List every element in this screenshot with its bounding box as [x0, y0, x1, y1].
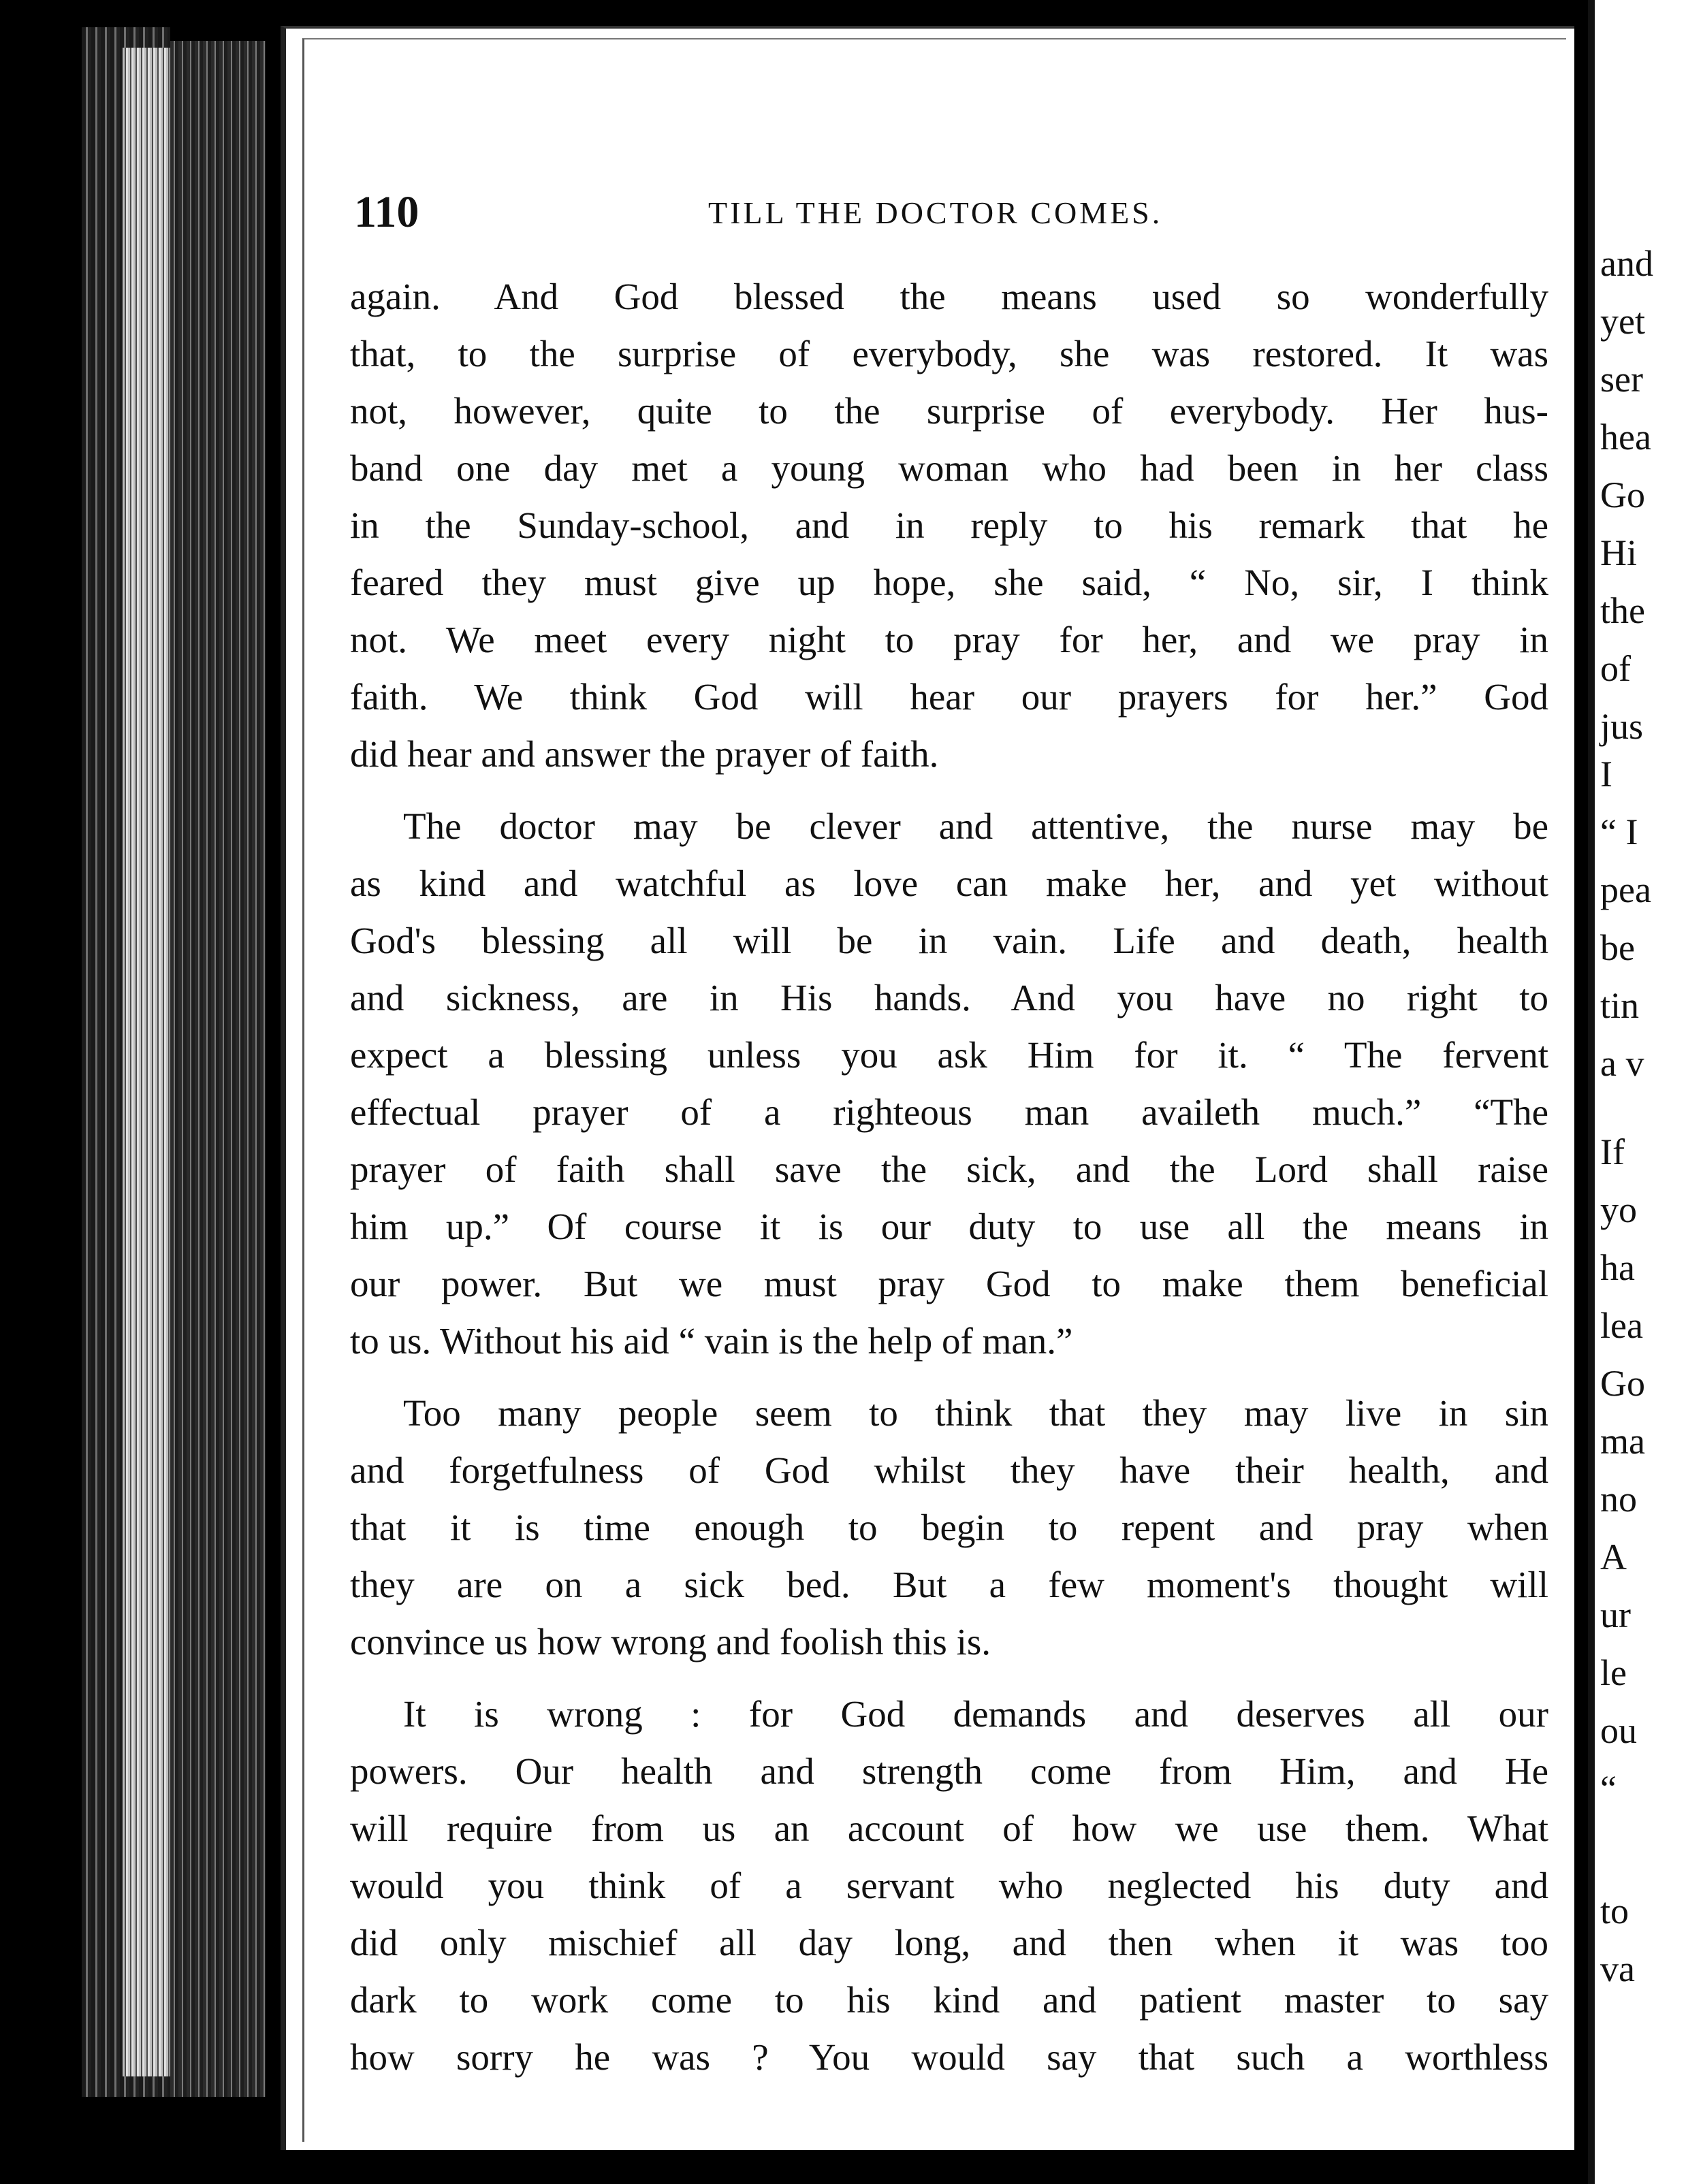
text-line: would you think of a servant who neglected his duty and	[350, 1865, 1548, 1906]
paragraph-2	[350, 798, 1548, 1370]
facing-page-fragment: the	[1600, 590, 1645, 631]
facing-page-fragment: Hi	[1600, 532, 1637, 573]
facing-page-fragment: a v	[1600, 1043, 1644, 1084]
text-line: feared they must give up hope, she said, “ No, sir, I think	[350, 562, 1548, 603]
facing-page-fragment: A	[1600, 1537, 1627, 1577]
text-line: in the Sunday-school, and in reply to his remark that he	[350, 504, 1548, 546]
facing-page-fragment: of	[1600, 648, 1631, 689]
text-line: did only mischief all day long, and then when it was too	[350, 1922, 1548, 1963]
text-line: expect a blessing unless you ask Him for it. “ The fervent	[350, 1034, 1548, 1076]
facing-page-fragment: Go	[1600, 475, 1645, 515]
text-line: effectual prayer of a righteous man availeth much.” “The	[350, 1091, 1548, 1133]
text-line: how sorry he was ? You would say that such a worthless	[350, 2036, 1548, 2078]
facing-page-fragment: I	[1600, 754, 1612, 794]
text-line: and sickness, are in His hands. And you have no right to	[350, 977, 1548, 1018]
text-line: him up.” Of course it is our duty to use all the means in	[350, 1206, 1548, 1247]
text-line: It is wrong : for God demands and deserves all our	[403, 1693, 1548, 1735]
facing-page-fragment: be	[1600, 927, 1635, 968]
facing-page-fragment: jus	[1600, 706, 1644, 747]
paragraph-3	[350, 1385, 1548, 1671]
facing-page-fragment: le	[1600, 1652, 1627, 1693]
running-head: TILL THE DOCTOR COMES.	[708, 195, 1163, 230]
facing-page-fragment: ur	[1600, 1594, 1631, 1635]
page-stack-edge	[170, 41, 266, 2097]
facing-page-fragment: yet	[1600, 301, 1645, 342]
facing-page-fragment: yo	[1600, 1189, 1637, 1230]
text-line: convince us how wrong and foolish this is.	[350, 1621, 991, 1663]
facing-page-fragment: ou	[1600, 1710, 1637, 1751]
text-line: band one day met a young woman who had been in her class	[350, 447, 1548, 489]
text-line: prayer of faith shall save the sick, and the Lord shall raise	[350, 1149, 1548, 1190]
facing-page-fragment: “ I	[1600, 812, 1638, 852]
text-line: will require from us an account of how we use them. What	[350, 1808, 1548, 1849]
facing-page-fragment: ser	[1600, 359, 1643, 400]
text-line: as kind and watchful as love can make her, and yet without	[350, 863, 1548, 904]
facing-page-fragment: no	[1600, 1479, 1637, 1520]
paragraph-1	[350, 268, 1548, 783]
text-line: again. And God blessed the means used so wonderfully	[350, 276, 1548, 317]
page-header	[354, 187, 1539, 241]
page-edges	[123, 48, 170, 2076]
facing-page-fragment: “	[1600, 1768, 1617, 1809]
text-line: not. We meet every night to pray for her, and we pray in	[350, 619, 1548, 660]
text-line: not, however, quite to the surprise of everybody. Her hus-	[350, 390, 1548, 432]
facing-page-fragment: va	[1600, 1948, 1635, 1989]
facing-page-fragment: to	[1600, 1891, 1629, 1931]
facing-page-fragment: Go	[1600, 1363, 1645, 1404]
text-line: dark to work come to his kind and patient master to say	[350, 1979, 1548, 2021]
text-line: they are on a sick bed. But a few moment's thought will	[350, 1564, 1548, 1605]
text-line: our power. But we must pray God to make them beneficial	[350, 1263, 1548, 1304]
text-line: The doctor may be clever and attentive, the nurse may be	[403, 805, 1548, 847]
facing-page-fragment: ma	[1600, 1421, 1645, 1462]
facing-page-fragment: tin	[1600, 985, 1640, 1026]
book-page	[281, 26, 1574, 2150]
paragraph-4	[350, 1686, 1548, 2086]
text-line: that, to the surprise of everybody, she was restored. It was	[350, 333, 1548, 374]
facing-page-fragment: hea	[1600, 417, 1651, 457]
facing-page	[1588, 0, 1686, 2184]
facing-page-fragment: lea	[1600, 1305, 1643, 1346]
text-line: Too many people seem to think that they may live in sin	[403, 1392, 1548, 1434]
text-line: faith. We think God will hear our prayers for her.” God	[350, 676, 1548, 718]
text-line: powers. Our health and strength come from Him, and He	[350, 1750, 1548, 1792]
body-text	[350, 268, 1548, 2101]
text-line: that it is time enough to begin to repent and pray when	[350, 1507, 1548, 1548]
facing-page-fragment: and	[1600, 243, 1653, 284]
text-line: God's blessing all will be in vain. Life and death, health	[350, 920, 1548, 961]
page-number: 110	[354, 187, 419, 237]
facing-page-fragment: If	[1600, 1131, 1625, 1172]
facing-page-fragment: pea	[1600, 869, 1651, 910]
facing-page-fragment: ha	[1600, 1247, 1635, 1288]
text-line: and forgetfulness of God whilst they have their health, and	[350, 1449, 1548, 1491]
text-line: to us. Without his aid “ vain is the help of man.”	[350, 1320, 1073, 1362]
text-line: did hear and answer the prayer of faith.	[350, 733, 939, 775]
